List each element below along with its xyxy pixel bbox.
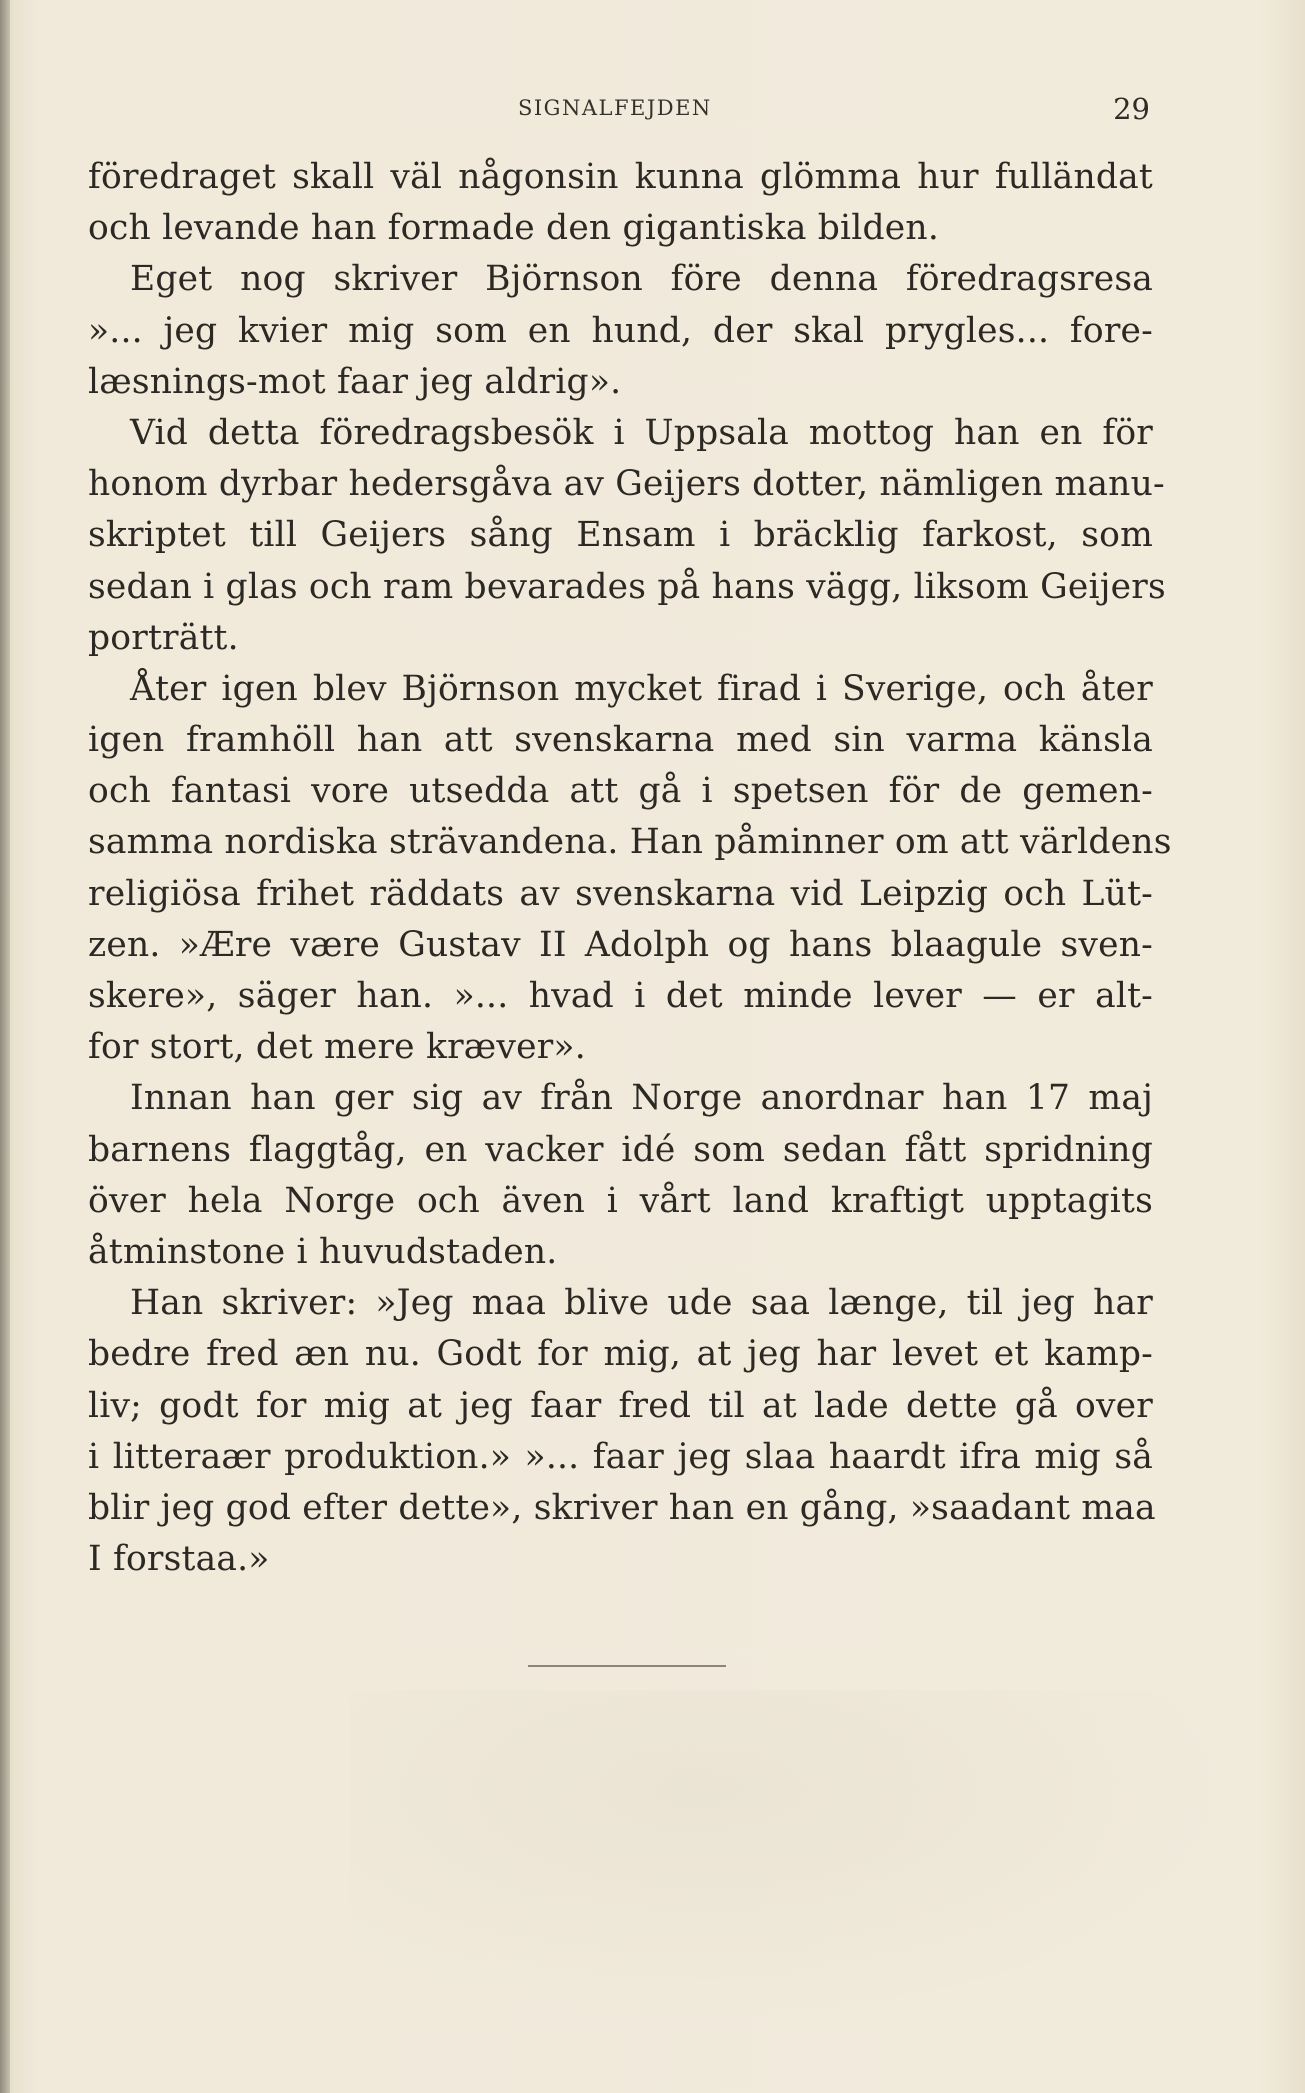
running-title: SIGNALFEJDEN [518, 96, 712, 120]
text-line: I forstaa.» [88, 1539, 270, 1580]
text-line: blir jeg god efter dette», skriver han en gång, »saadant maa [88, 1487, 1156, 1528]
text-line: och levande han formade den gigantiska bilden. [88, 208, 939, 249]
text-line: Åter igen blev Björnson mycket firad i Sverige, och åter [130, 668, 1153, 709]
text-line: læsnings-mot faar jeg aldrig». [88, 361, 622, 402]
body-text [88, 152, 1172, 1585]
text-line: bedre fred æn nu. Godt for mig, at jeg har levet et kamp- [88, 1334, 1153, 1375]
text-line: i litteraær produktion.» »... faar jeg slaa haardt ifra mig så [88, 1436, 1153, 1477]
text-line: föredraget skall väl någonsin kunna glömma hur fulländat [88, 157, 1153, 197]
text-line: Innan han ger sig av från Norge anordnar han 17 maj [130, 1078, 1153, 1119]
text-line: zen. »Ære være Gustav II Adolph og hans blaagule sven- [88, 924, 1153, 965]
bleed-through-shadow [350, 1690, 1250, 2020]
text-line: igen framhöll han att svenskarna med sin varma känsla [88, 720, 1153, 761]
text-line: Han skriver: »Jeg maa blive ude saa længe, til jeg har [130, 1283, 1153, 1324]
text-line: över hela Norge och även i vårt land kraftigt upptagits [88, 1180, 1153, 1221]
text-line: liv; godt for mig at jeg faar fred til at lade dette gå over [88, 1385, 1153, 1426]
text-line: och fantasi vore utsedda att gå i spetsen för de gemen- [88, 771, 1153, 812]
text-line: Vid detta föredragsbesök i Uppsala mottog han en för [130, 412, 1153, 453]
text-line: skere», säger han. »... hvad i det minde lever — er alt- [88, 976, 1153, 1016]
running-head [88, 92, 1150, 130]
text-line: sedan i glas och ram bevarades på hans vägg, liksom Geijers [88, 566, 1166, 607]
text-line: barnens flaggtåg, en vacker idé som sedan fått spridning [88, 1129, 1153, 1170]
text-line: porträtt. [88, 617, 239, 658]
text-line: for stort, det mere kræver». [88, 1027, 586, 1068]
text-line: »... jeg kvier mig som en hund, der skal prygles... fore- [88, 310, 1153, 351]
text-line: samma nordiska strävandena. Han påminner om att världens [88, 822, 1172, 863]
text-line: religiösa frihet räddats av svenskarna vid Leipzig och Lüt- [88, 873, 1153, 914]
page-binding-edge [0, 0, 10, 2093]
text-line: skriptet till Geijers sång Ensam i bräcklig farkost, som [88, 515, 1153, 556]
page-number: 29 [1113, 92, 1150, 126]
text-line: honom dyrbar hedersgåva av Geijers dotter, nämligen manu- [88, 464, 1165, 505]
section-divider-rule [528, 1665, 726, 1667]
text-line: Eget nog skriver Björnson före denna föredragsresa [130, 259, 1153, 300]
text-line: åtminstone i huvudstaden. [88, 1231, 558, 1272]
